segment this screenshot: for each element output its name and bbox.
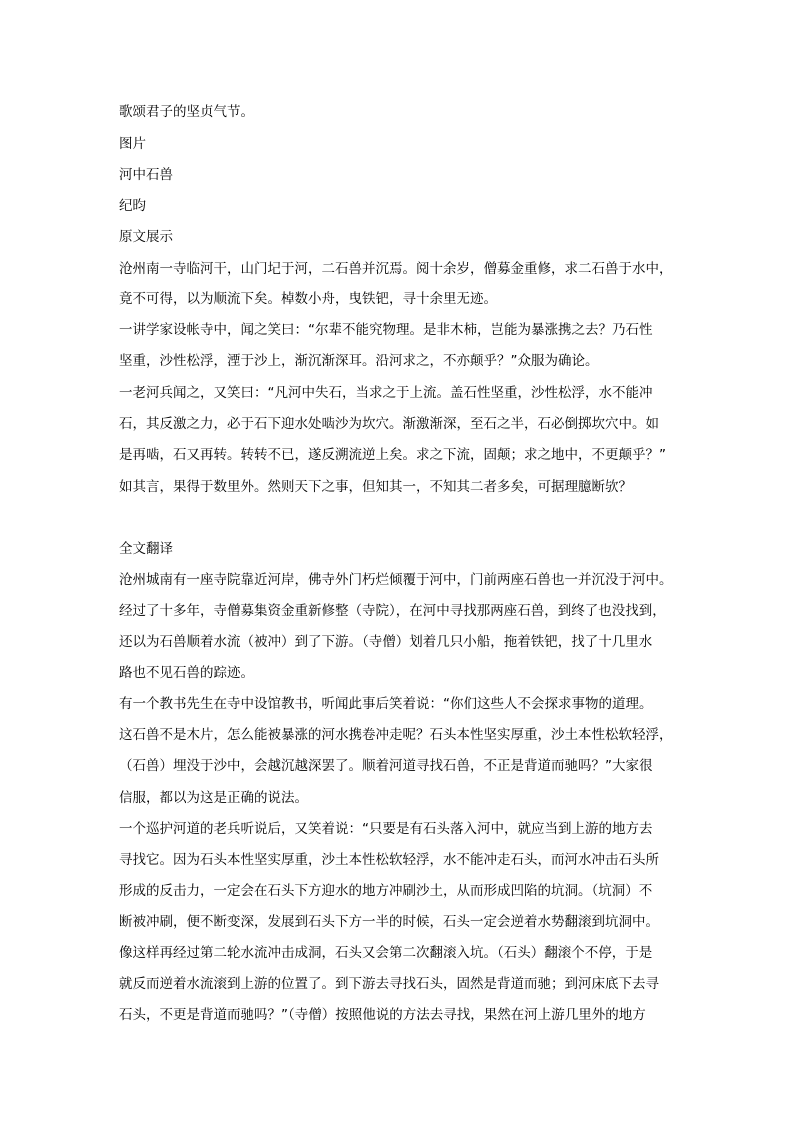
original-text-line: 沧州南一寺临河干，山门圮于河，二石兽并沉焉。阅十余岁，僧募金重修，求二石兽于水中， [119,261,673,277]
translation-text-line: 有一个教书先生在寺中设馆教书，听闻此事后笑着说：“你们这些人不会探求事物的道理。 [119,696,653,712]
translation-text-line: 信服，都以为这是正确的说法。 [119,790,308,806]
translation-text-line: 像这样再经过第二轮水流冲击成洞，石头又会第二次翻滚入坑。（石头）翻滚个不停，于是 [119,945,653,961]
section-heading-original: 原文展示 [119,229,173,245]
original-text-line: 一老河兵闻之，又笑曰：“凡河中失石，当求之于上流。盖石性坚重，沙性松浮，水不能冲 [119,385,653,401]
translation-text-line: 还以为石兽顺着水流（被冲）到了下游。（寺僧）划着几只小船，拖着铁钯，找了十几里水 [119,634,653,650]
original-text-line: 坚重，沙性松浮，湮于沙上，渐沉渐深耳。沿河求之，不亦颠乎？”众服为确论。 [119,353,599,369]
section-heading-translation: 全文翻译 [119,541,173,557]
translation-text-line: 形成的反击力，一定会在石头下方迎水的地方冲刷沙土，从而形成凹陷的坑洞。（坑洞）不 [119,883,653,899]
original-text-line: 一讲学家设帐寺中，闻之笑曰：“尔辈不能究物理。是非木柿，岂能为暴涨携之去？乃石性 [119,322,653,338]
image-placeholder-label: 图片 [119,136,146,152]
translation-text-line: 沧州城南有一座寺院靠近河岸，佛寺外门朽烂倾覆于河中，门前两座石兽也一并沉没于河中。 [119,572,673,588]
intro-line: 歌颂君子的坚贞气节。 [119,104,254,120]
translation-text-line: 石头，不更是背道而驰吗？”（寺僧）按照他说的方法去寻找，果然在河上游几里外的地方 [119,1007,646,1023]
translation-text-line: 路也不见石兽的踪迹。 [119,665,254,681]
translation-text-line: 寻找它。因为石头本性坚实厚重，沙土本性松软轻浮，水不能冲走石头，而河水冲击石头所 [119,852,659,868]
original-text-line: 是再啮，石又再转。转转不已，遂反溯流逆上矣。求之下流，固颠；求之地中，不更颠乎？” [119,447,666,463]
translation-text-line: 就反而逆着水流滚到上游的位置了。到下游去寻找石头，固然是背道而驰；到河床底下去寻 [119,976,659,992]
translation-text-line: 经过了十多年，寺僧募集资金重新修整（寺院），在河中寻找那两座石兽，到终了也没找到， [119,603,666,619]
original-text-line: 竟不可得，以为顺流下矣。棹数小舟，曳铁钯，寻十余里无迹。 [119,291,497,307]
translation-text-line: 断被冲刷，便不断变深，发展到石头下方一半的时候，石头一定会逆着水势翻滚到坑洞中。 [119,914,659,930]
article-title: 河中石兽 [119,167,173,183]
original-text-line: 如其言，果得于数里外。然则天下之事，但知其一，不知其二者多矣，可据理臆断欤？ [119,479,632,495]
translation-text-line: 一个巡护河道的老兵听说后，又笑着说：“只要是有石头落入河中，就应当到上游的地方去 [119,821,653,837]
translation-text-line: 这石兽不是木片，怎么能被暴涨的河水携卷冲走呢？石头本性坚实厚重，沙土本性松软轻浮， [119,727,673,743]
article-author: 纪昀 [119,198,146,214]
translation-text-line: （石兽）埋没于沙中，会越沉越深罢了。顺着河道寻找石兽，不正是背道而驰吗？”大家很 [119,758,653,774]
original-text-line: 石，其反激之力，必于石下迎水处啮沙为坎穴。渐激渐深，至石之半，石必倒掷坎穴中。如 [119,416,659,432]
